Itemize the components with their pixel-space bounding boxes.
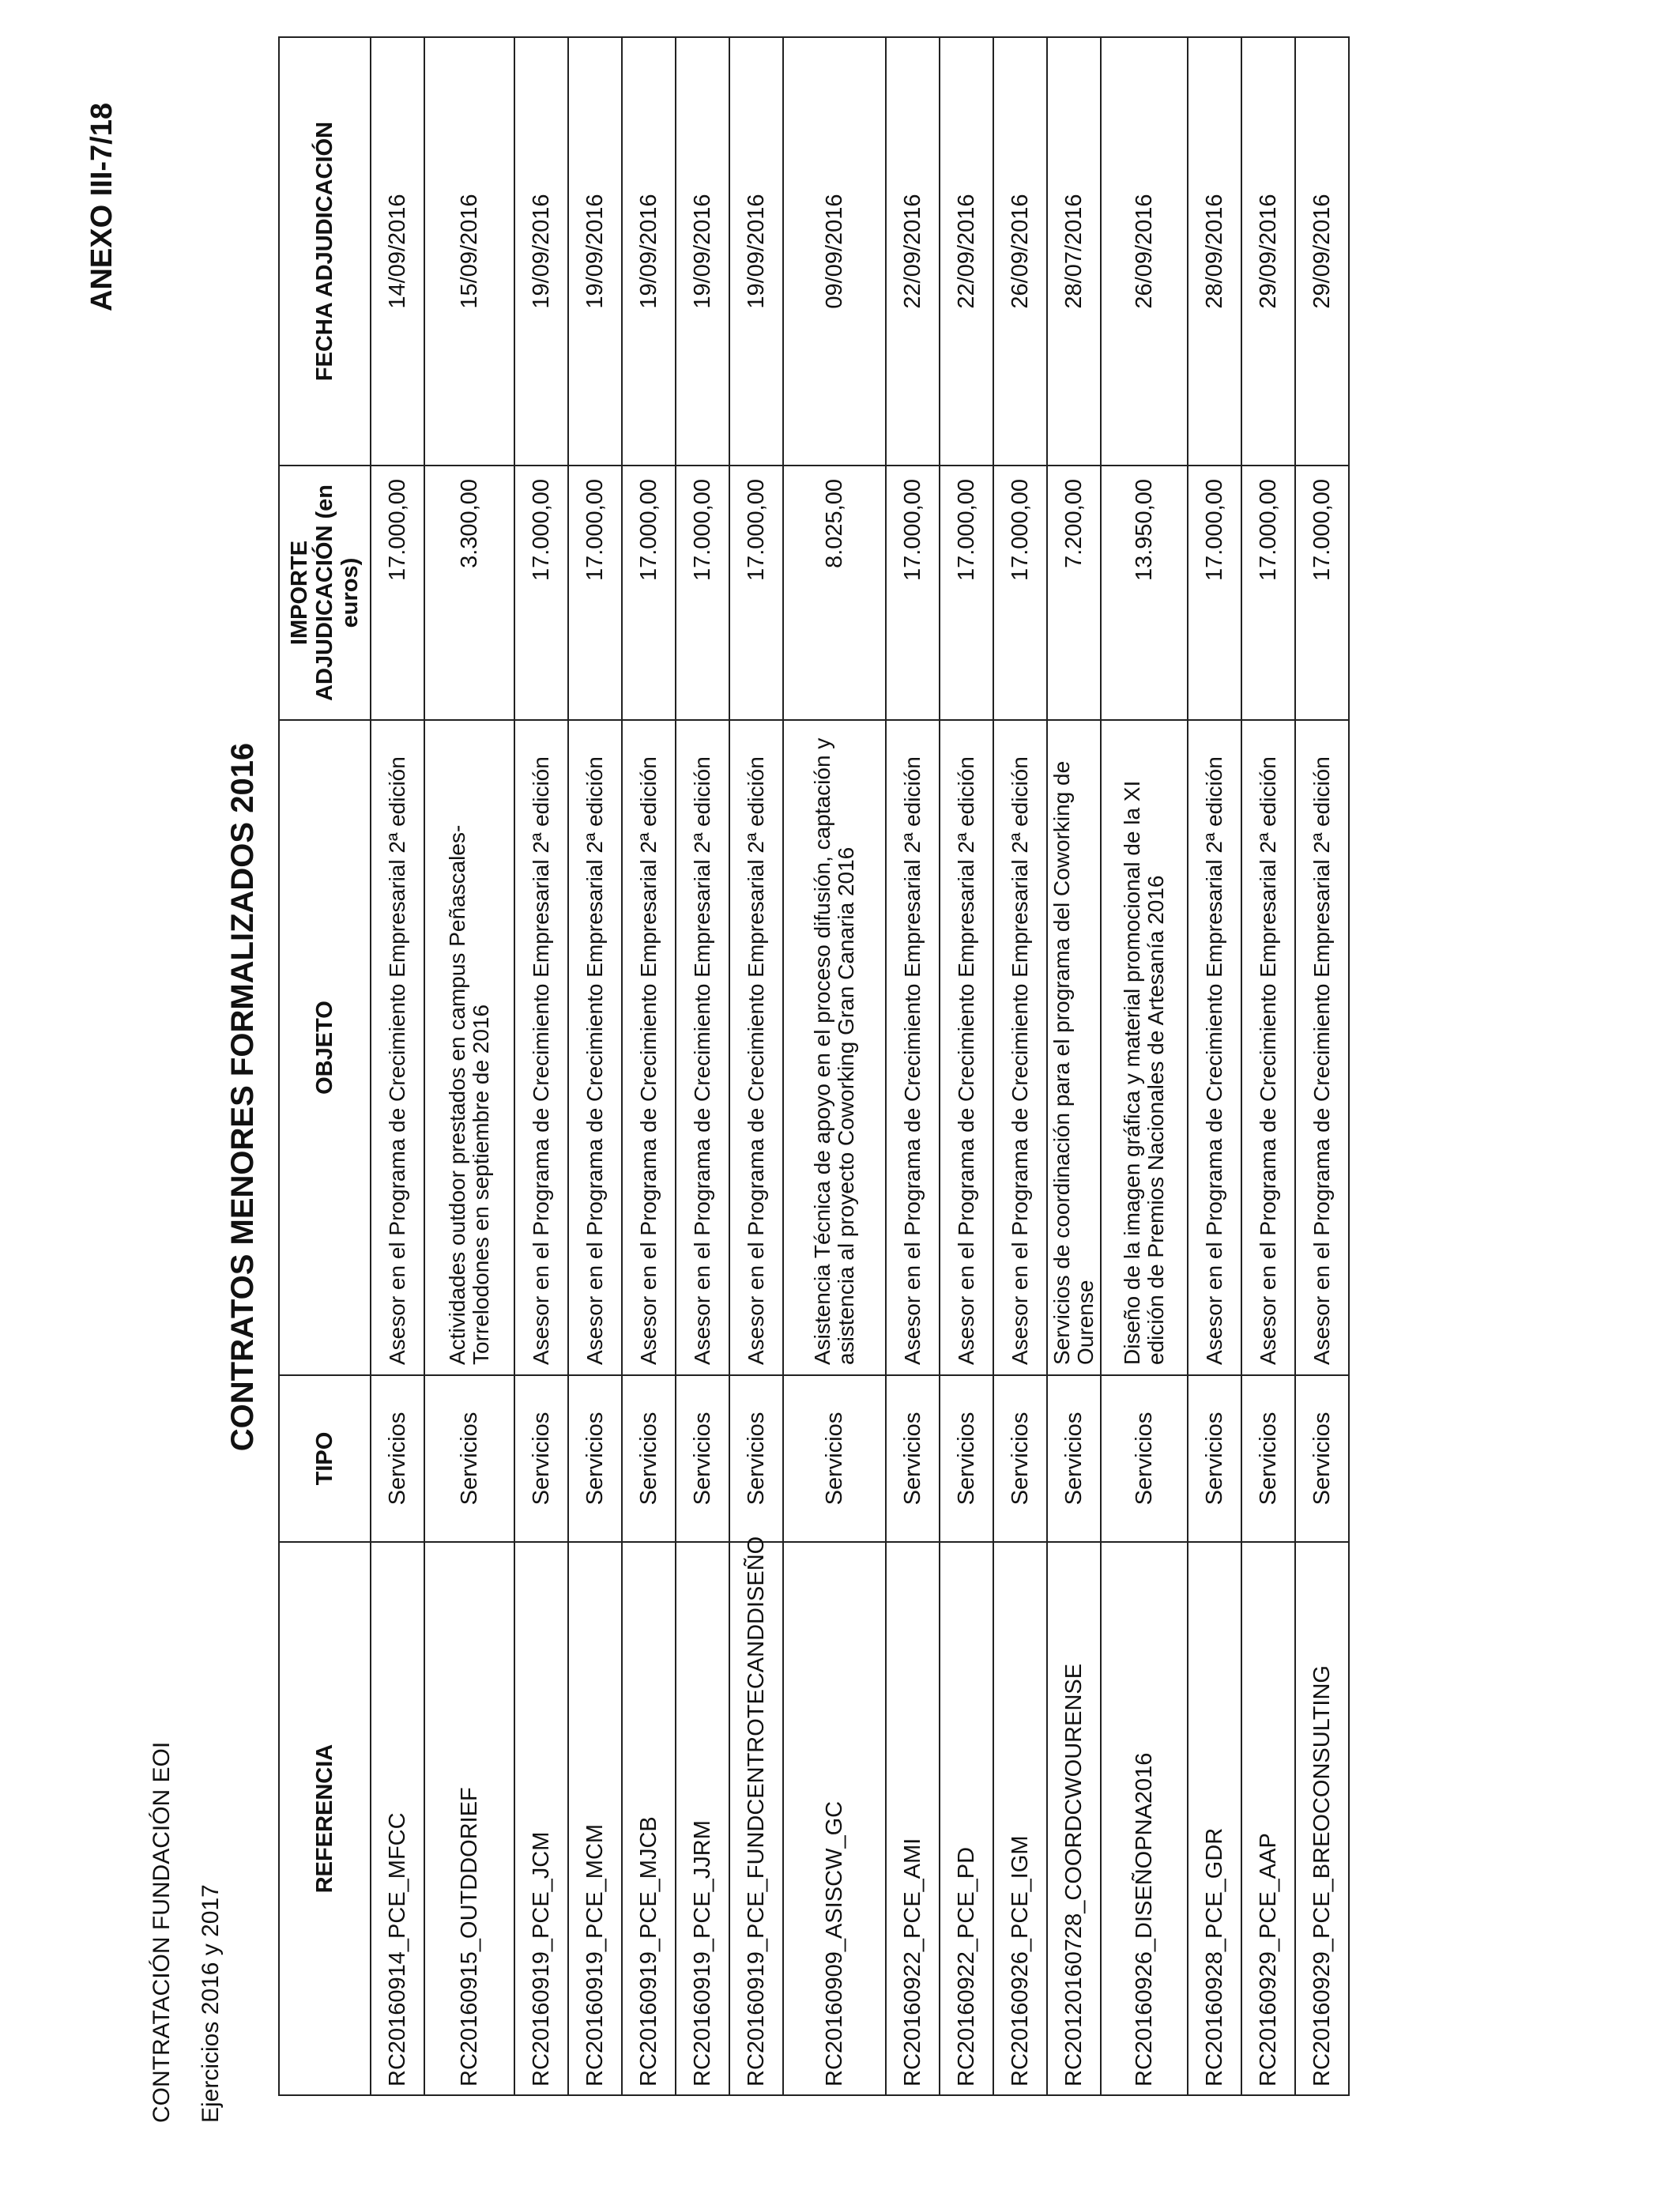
cell-objeto: Asesor en el Programa de Crecimiento Empresarial 2ª edición <box>729 720 783 1375</box>
cell-fecha: 19/09/2016 <box>568 37 622 466</box>
cell-importe: 17.000,00 <box>1241 466 1295 720</box>
cell-objeto: Asesor en el Programa de Crecimiento Empresarial 2ª edición <box>676 720 729 1375</box>
cell-referencia: RC20160919_PCE_FUNDCENTROTECANDDISEÑO <box>729 1542 783 2095</box>
table-row <box>1047 37 1101 2095</box>
table-body <box>371 37 1349 2095</box>
cell-fecha: 19/09/2016 <box>729 37 783 466</box>
cell-fecha: 22/09/2016 <box>940 37 993 466</box>
cell-tipo: Servicios <box>886 1375 940 1542</box>
cell-importe: 17.000,00 <box>940 466 993 720</box>
cell-referencia: RC20160929_PCE_AAP <box>1241 1542 1295 2095</box>
cell-objeto: Asesor en el Programa de Crecimiento Empresarial 2ª edición <box>886 720 940 1375</box>
cell-objeto: Asesor en el Programa de Crecimiento Empresarial 2ª edición <box>371 720 424 1375</box>
cell-referencia: RC20160919_PCE_JJRM <box>676 1542 729 2095</box>
cell-importe: 17.000,00 <box>886 466 940 720</box>
cell-objeto: Asesor en el Programa de Crecimiento Empresarial 2ª edición <box>568 720 622 1375</box>
col-header-tipo: TIPO <box>279 1375 371 1542</box>
cell-objeto: Asesor en el Programa de Crecimiento Empresarial 2ª edición <box>1295 720 1349 1375</box>
cell-fecha: 29/09/2016 <box>1241 37 1295 466</box>
cell-fecha: 19/09/2016 <box>676 37 729 466</box>
cell-fecha: 19/09/2016 <box>514 37 568 466</box>
cell-fecha: 29/09/2016 <box>1295 37 1349 466</box>
cell-objeto: Asesor en el Programa de Crecimiento Empresarial 2ª edición <box>940 720 993 1375</box>
cell-tipo: Servicios <box>783 1375 886 1542</box>
cell-tipo: Servicios <box>371 1375 424 1542</box>
cell-tipo: Servicios <box>622 1375 676 1542</box>
cell-importe: 3.300,00 <box>424 466 514 720</box>
cell-fecha: 28/07/2016 <box>1047 37 1101 466</box>
cell-tipo: Servicios <box>993 1375 1047 1542</box>
table-row <box>424 37 514 2095</box>
cell-referencia: RC20160922_PCE_PD <box>940 1542 993 2095</box>
table-row <box>622 37 676 2095</box>
cell-objeto: Servicios de coordinación para el programa del Coworking de Ourense <box>1047 720 1101 1375</box>
cell-importe: 17.000,00 <box>514 466 568 720</box>
cell-objeto: Asesor en el Programa de Crecimiento Empresarial 2ª edición <box>514 720 568 1375</box>
col-header-referencia: REFERENCIA <box>279 1542 371 2095</box>
cell-tipo: Servicios <box>940 1375 993 1542</box>
table-row <box>568 37 622 2095</box>
cell-tipo: Servicios <box>424 1375 514 1542</box>
cell-fecha: 19/09/2016 <box>622 37 676 466</box>
cell-referencia: RC20160919_PCE_MCM <box>568 1542 622 2095</box>
cell-referencia: RC20120160728_COORDCWOURENSE <box>1047 1542 1101 2095</box>
table-row <box>940 37 993 2095</box>
cell-tipo: Servicios <box>1047 1375 1101 1542</box>
col-header-fecha: FECHA ADJUDICACIÓN <box>279 37 371 466</box>
table-row <box>1295 37 1349 2095</box>
cell-objeto: Asesor en el Programa de Crecimiento Empresarial 2ª edición <box>1188 720 1241 1375</box>
cell-objeto: Asesor en el Programa de Crecimiento Empresarial 2ª edición <box>993 720 1047 1375</box>
cell-tipo: Servicios <box>1295 1375 1349 1542</box>
annex-label: ANEXO III-7/18 <box>85 103 119 311</box>
cell-fecha: 26/09/2016 <box>993 37 1047 466</box>
cell-objeto: Diseño de la imagen gráfica y material promocional de la XI edición de Premios Nacionales de Artesanía 2016 <box>1101 720 1188 1375</box>
cell-referencia: RC20160914_PCE_MFCC <box>371 1542 424 2095</box>
cell-importe: 13.950,00 <box>1101 466 1188 720</box>
cell-tipo: Servicios <box>568 1375 622 1542</box>
cell-tipo: Servicios <box>676 1375 729 1542</box>
cell-referencia: RC20160926_DISEÑOPNA2016 <box>1101 1542 1188 2095</box>
cell-referencia: RC20160909_ASISCW_GC <box>783 1542 886 2095</box>
cell-importe: 17.000,00 <box>371 466 424 720</box>
page-title: CONTRATOS MENORES FORMALIZADOS 2016 <box>225 742 260 1452</box>
table-row <box>886 37 940 2095</box>
cell-objeto: Asesor en el Programa de Crecimiento Empresarial 2ª edición <box>622 720 676 1375</box>
cell-importe: 17.000,00 <box>729 466 783 720</box>
cell-importe: 17.000,00 <box>568 466 622 720</box>
cell-objeto: Asistencia Técnica de apoyo en el proceso difusión, captación y asistencia al proyecto Coworking Gran Canaria 2016 <box>783 720 886 1375</box>
cell-importe: 17.000,00 <box>993 466 1047 720</box>
cell-referencia: RC20160929_PCE_BREOCONSULTING <box>1295 1542 1349 2095</box>
cell-referencia: RC20160928_PCE_GDR <box>1188 1542 1241 2095</box>
cell-tipo: Servicios <box>1101 1375 1188 1542</box>
table-row <box>676 37 729 2095</box>
table-row <box>1101 37 1188 2095</box>
table-row <box>1188 37 1241 2095</box>
cell-fecha: 09/09/2016 <box>783 37 886 466</box>
org-name: CONTRATACIÓN FUNDACIÓN EOI <box>149 1741 175 2123</box>
table-row <box>371 37 424 2095</box>
cell-importe: 17.000,00 <box>676 466 729 720</box>
table-row <box>1241 37 1295 2095</box>
col-header-importe: IMPORTE ADJUDICACIÓN (en euros) <box>279 466 371 720</box>
cell-importe: 7.200,00 <box>1047 466 1101 720</box>
table-row <box>514 37 568 2095</box>
table-row <box>783 37 886 2095</box>
fiscal-years: Ejercicios 2016 y 2017 <box>198 1884 224 2123</box>
cell-tipo: Servicios <box>1241 1375 1295 1542</box>
table-row <box>993 37 1047 2095</box>
table-header-row <box>279 37 371 2095</box>
cell-tipo: Servicios <box>1188 1375 1241 1542</box>
cell-fecha: 22/09/2016 <box>886 37 940 466</box>
cell-importe: 17.000,00 <box>1295 466 1349 720</box>
cell-objeto: Asesor en el Programa de Crecimiento Empresarial 2ª edición <box>1241 720 1295 1375</box>
cell-referencia: RC20160926_PCE_IGM <box>993 1542 1047 2095</box>
cell-importe: 17.000,00 <box>1188 466 1241 720</box>
contracts-table <box>278 36 1350 2096</box>
cell-tipo: Servicios <box>514 1375 568 1542</box>
cell-importe: 17.000,00 <box>622 466 676 720</box>
cell-fecha: 14/09/2016 <box>371 37 424 466</box>
cell-objeto: Actividades outdoor prestados en campus Peñascales-Torrelodones en septiembre de 2016 <box>424 720 514 1375</box>
col-header-objeto: OBJETO <box>279 720 371 1375</box>
cell-importe: 8.025,00 <box>783 466 886 720</box>
cell-referencia: RC20160919_PCE_MJCB <box>622 1542 676 2095</box>
cell-referencia: RC20160922_PCE_AMI <box>886 1542 940 2095</box>
table-row <box>729 37 783 2095</box>
cell-referencia: RC20160915_OUTDDORIEF <box>424 1542 514 2095</box>
cell-tipo: Servicios <box>729 1375 783 1542</box>
cell-fecha: 28/09/2016 <box>1188 37 1241 466</box>
cell-fecha: 26/09/2016 <box>1101 37 1188 466</box>
cell-fecha: 15/09/2016 <box>424 37 514 466</box>
cell-referencia: RC20160919_PCE_JCM <box>514 1542 568 2095</box>
